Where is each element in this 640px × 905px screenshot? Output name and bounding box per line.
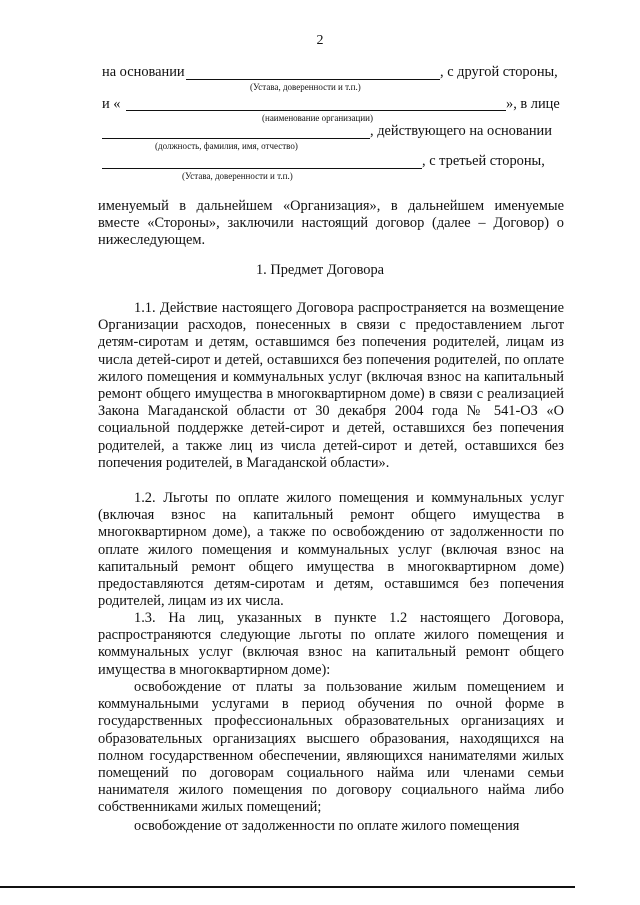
row2-prefix: и « bbox=[102, 96, 121, 112]
paragraph-benefit-2: освобождение от задолженности по оплате жилого помещения bbox=[134, 818, 520, 834]
row4-suffix: , с третьей стороны, bbox=[422, 153, 545, 169]
row2-suffix: », в лице bbox=[506, 96, 560, 112]
paragraph-benefit-1: освобождение от платы за пользование жилым помещением и коммунальными услугами в период обучения по очной форме в государственных профессиональных образовательных организациях и образовательных организациях высшего образования, находящихся на полном государственном обеспечении, являющихся нанимателями жилых помещений по договорам социального найма или членами семьи нанимателя жилого помещения по договору социального найма либо собственниками жилых помещений; bbox=[98, 679, 564, 816]
row2-caption: (наименование организации) bbox=[262, 113, 373, 123]
row4-caption: (Устава, доверенности и т.п.) bbox=[182, 171, 293, 181]
row4-blank-line bbox=[102, 168, 422, 169]
row2-blank-line bbox=[126, 110, 506, 111]
row1-blank-line bbox=[186, 79, 440, 80]
bottom-rule bbox=[0, 886, 575, 888]
row1-prefix: на основании bbox=[102, 64, 185, 80]
row3-caption: (должность, фамилия, имя, отчество) bbox=[155, 141, 298, 151]
row1-suffix: , с другой стороны, bbox=[440, 64, 558, 80]
row3-suffix: , действующего на основании bbox=[370, 123, 552, 139]
paragraph-1-3: 1.3. На лиц, указанных в пункте 1.2 настоящего Договора, распространяются следующие льготы по оплате жилого помещения и коммунальных услуг (включая взнос на капитальный ремонт общего имущества в многоквартирном доме): bbox=[98, 610, 564, 678]
intro-paragraph: именуемый в дальнейшем «Организация», в дальнейшем именуемые вместе «Стороны», заключили настоящий договор (далее – Договор) о нижеследующем. bbox=[98, 198, 564, 249]
row1-caption: (Устава, доверенности и т.п.) bbox=[250, 82, 361, 92]
page-number: 2 bbox=[316, 33, 324, 48]
row3-blank-line bbox=[102, 138, 370, 139]
section-heading: 1. Предмет Договора bbox=[255, 262, 385, 278]
paragraph-1-1: 1.1. Действие настоящего Договора распространяется на возмещение Организации расходов, понесенных в связи с предоставлением льгот детям-сиротам и детям, оставшимся без попечения родителей, лицам из числа детей-сирот и детей, оставшихся без попечения родителей, по оплате жилого помещения и коммунальных услуг (включая взнос на капитальный ремонт общего имущества в многоквартирном доме) в связи с реализацией Закона Магаданской области от 30 декабря 2004 года № 541-ОЗ «О социальной поддержке детей-сирот и детей, оставшихся без попечения родителей, а также лиц из числа детей-сирот и детей, оставшихся без попечения родителей, в Магаданской области». bbox=[98, 300, 564, 471]
paragraph-1-2: 1.2. Льготы по оплате жилого помещения и коммунальных услуг (включая взнос на капитальный ремонт общего имущества в многоквартирном доме), а также по освобождению от задолженности по оплате жилого помещения и коммунальных услуг (включая взнос на капитальный ремонт общего имущества в многоквартирном доме) предоставляются детям-сиротам и детям, оставшимся без попечения родителей, лицам из их числа. bbox=[98, 490, 564, 610]
